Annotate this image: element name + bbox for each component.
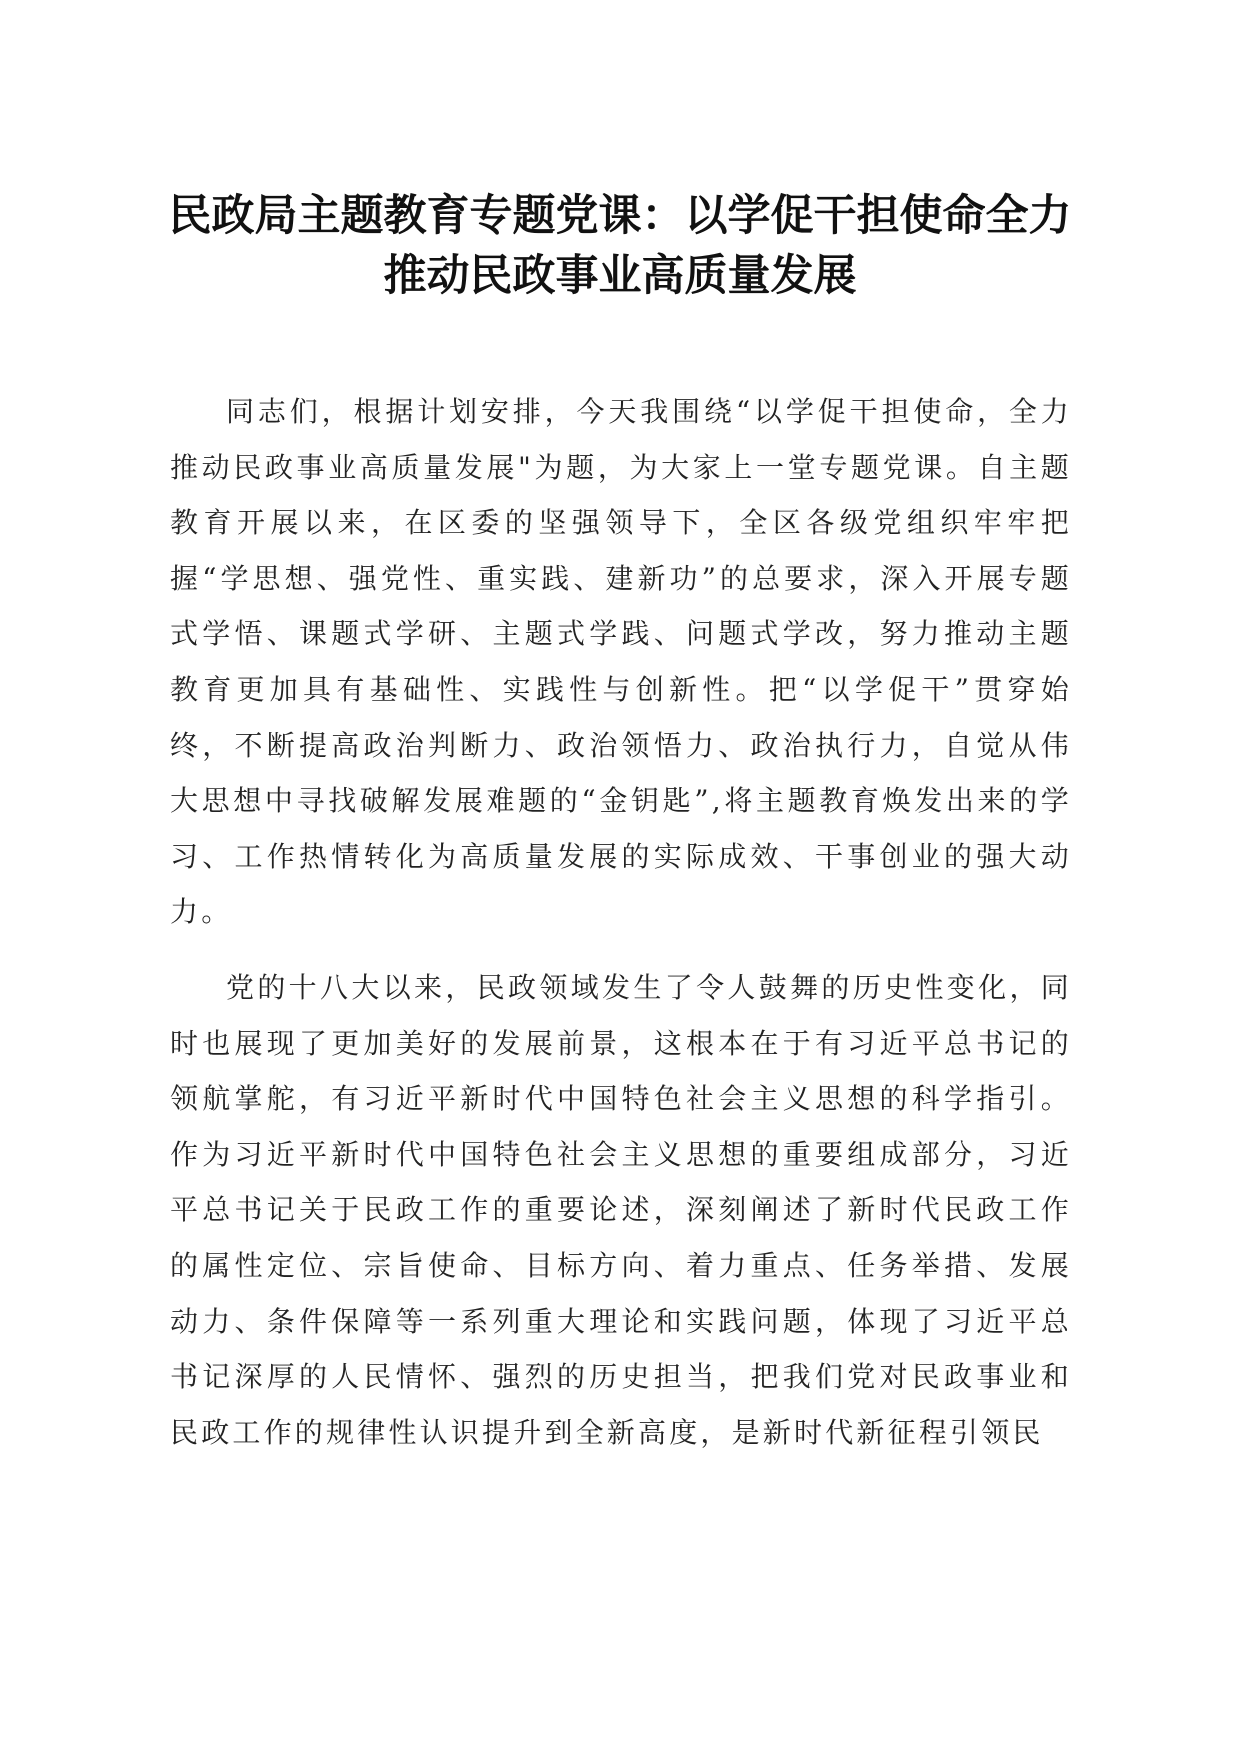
document-title: 民政局主题教育专题党课：以学促干担使命全力推动民政事业高质量发展 — [168, 191, 1072, 301]
paragraph-2: 党的十八大以来，民政领域发生了令人鼓舞的历史性变化，同时也展现了更加美好的发展前景，这根本在于有习近平总书记的领航掌舵，有习近平新时代中国特色社会主义思想的科学指引。作为习近平新时代中国特色社会主义思想的重要组成部分，习近平总书记关于民政工作的重要论述，深刻阐述了新时代民政工作的属性定位、宗旨使命、目标方向、着力重点、任务举措、发展动力、条件保障等一系列重大理论和实践问题，体现了习近平总书记深厚的人民情怀、强烈的历史担当，把我们党对民政事业和民政工作的规律性认识提升到全新高度，是新时代新征程引领民 — [170, 970, 1072, 1449]
paragraph-1: 同志们，根据计划安排，今天我围绕“以学促干担使命，全力推动民政事业高质量发展"为题，为大家上一堂专题党课。自主题教育开展以来，在区委的坚强领导下，全区各级党组织牢牢把握“学思想、强党性、重实践、建新功”的总要求，深入开展专题式学悟、课题式学研、主题式学践、问题式学改，努力推动主题教育更加具有基础性、实践性与创新性。把“以学促干”贯穿始终，不断提高政治判断力、政治领悟力、政治执行力，自觉从伟大思想中寻找破解发展难题的“金钥匙”,将主题教育焕发出来的学习、工作热情转化为高质量发展的实际成效、干事创业的强大动力。 — [170, 395, 1072, 929]
document-body — [170, 384, 1072, 1480]
